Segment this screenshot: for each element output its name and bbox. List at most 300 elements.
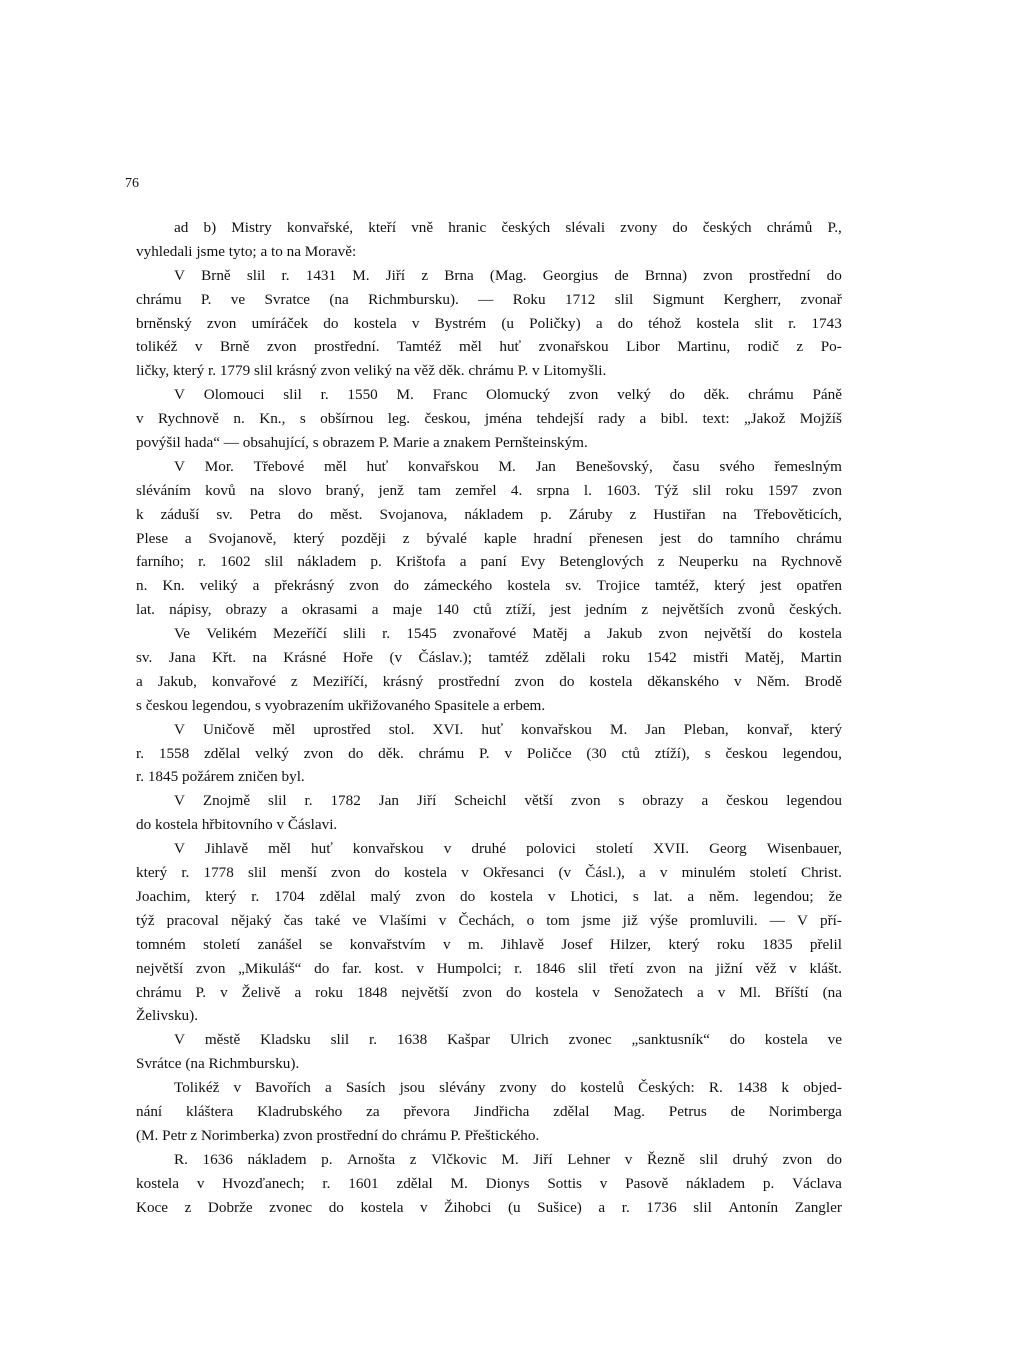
word: zvon (514, 672, 545, 690)
word: největších (662, 601, 724, 619)
word: (na (329, 290, 349, 308)
word: Petrus (668, 1102, 707, 1120)
word: 1782 (330, 792, 361, 810)
word: r. (788, 314, 797, 332)
word: r. (368, 1031, 378, 1049)
word: prostřední. (314, 338, 380, 356)
word: slil (254, 362, 277, 380)
word: V (174, 266, 185, 284)
word: kostela (154, 816, 202, 834)
word: Přeštického. (464, 1126, 540, 1144)
word: Wisenbauer, (766, 840, 842, 858)
word: Rychnově (158, 410, 219, 428)
word: hada“ (184, 434, 224, 452)
word: legendou (786, 792, 842, 810)
text-line (136, 1196, 842, 1220)
word: 1743 (811, 314, 842, 332)
word: chrámu (136, 983, 182, 1001)
word: slil (330, 1031, 350, 1049)
word: Zangler (794, 1198, 842, 1216)
word: braný, (325, 481, 365, 499)
word: b) (203, 219, 217, 236)
word: větší (524, 792, 554, 810)
word: 1736 (646, 1198, 677, 1216)
word: Libor (626, 338, 660, 356)
word: řemeslným (774, 457, 842, 475)
word: M. (352, 266, 370, 284)
word: Matěj (532, 625, 568, 643)
word: Spasitele (434, 696, 493, 714)
page-number: 76 (125, 176, 139, 191)
word: M. (498, 457, 516, 475)
body-text (136, 216, 842, 1219)
word: Vlašími (378, 911, 427, 929)
word: na (249, 481, 265, 499)
word: Páně (812, 386, 842, 404)
word: Želivsku). (136, 1007, 199, 1025)
word: do (374, 864, 390, 882)
word: ctů (473, 601, 492, 619)
text-line (136, 527, 842, 551)
word: (v (389, 649, 403, 667)
word: erbem. (503, 696, 546, 714)
word: (v (558, 864, 572, 882)
text-line (136, 765, 842, 789)
word: objed- (803, 1079, 842, 1097)
word: do (550, 1079, 567, 1097)
word: zámeckého (423, 577, 493, 595)
word: 1848 (357, 983, 388, 1001)
word: Humpolci; (436, 959, 502, 977)
word: mistři (693, 649, 729, 667)
word: v (276, 816, 288, 834)
word: — (478, 290, 494, 308)
word: který (136, 864, 168, 882)
word: Václava (792, 1174, 842, 1192)
word: huť (499, 338, 522, 356)
word: chrámů (766, 219, 813, 236)
word: Jakub (606, 625, 643, 643)
word: znakem (443, 434, 495, 452)
word: zdělal (204, 744, 241, 762)
word: ztíží, (505, 601, 536, 619)
word: třetí (609, 959, 634, 977)
word: (u (507, 1198, 521, 1216)
word: r. (208, 362, 220, 380)
word: M. (609, 720, 628, 738)
word: jsme (196, 242, 229, 260)
word: bibl. (660, 410, 689, 428)
word: něm. (708, 887, 739, 905)
word: zvon (703, 266, 733, 284)
word: Svojanově, (208, 529, 277, 547)
word: kovů (205, 481, 236, 499)
word: 1704 (274, 887, 305, 905)
word: R. (174, 1150, 188, 1168)
word: nápisy, (169, 601, 212, 619)
word: tam (418, 481, 441, 499)
word: Tamtéž (397, 338, 442, 356)
word: do (506, 983, 522, 1001)
word: P., (827, 219, 842, 236)
text-line (136, 694, 842, 718)
text-line (136, 742, 842, 766)
word: do (729, 1031, 745, 1049)
text-line (136, 598, 842, 622)
word: Olomouci (203, 386, 265, 404)
word: M. (396, 386, 414, 404)
word: požárem (182, 768, 239, 786)
word: de (730, 1102, 745, 1120)
word: chrámu (418, 744, 465, 762)
word: kláštera (186, 1102, 234, 1120)
word: p. (540, 505, 552, 523)
word: obrazem (322, 434, 379, 452)
word: z (796, 338, 804, 356)
word: V (174, 720, 185, 738)
word: zvonů (737, 601, 776, 619)
word: 1558 (158, 744, 190, 762)
word: a (687, 887, 695, 905)
word: Martin (800, 649, 842, 667)
word: legendou, (191, 696, 255, 714)
word: na (395, 362, 414, 380)
word: V (174, 1031, 185, 1049)
word: věž (755, 959, 777, 977)
text-line (136, 837, 842, 861)
word: Jiří (533, 1150, 553, 1168)
word: velký (255, 744, 289, 762)
word: Lhotici, (570, 887, 618, 905)
word: Poličce (526, 744, 572, 762)
word: 4. (510, 481, 523, 499)
word: Pernšteinským. (494, 434, 588, 452)
word: Po- (820, 338, 842, 356)
word: děkanského (647, 672, 720, 690)
word: že (828, 887, 842, 905)
text-line (136, 1124, 842, 1148)
word: slil (268, 792, 287, 810)
word: do (381, 1126, 401, 1144)
word: 1603. (606, 481, 641, 499)
word: Krištofa (395, 553, 446, 571)
word: sv. (216, 505, 233, 523)
word: děk. (378, 744, 404, 762)
word: P. (517, 362, 533, 380)
word: hranic (448, 219, 487, 236)
word: sv. (565, 577, 582, 595)
word: Benešovský, (575, 457, 653, 475)
word: M. (501, 1150, 519, 1168)
word: V (174, 840, 185, 858)
word: Senožatech (613, 983, 684, 1001)
word: do (460, 887, 476, 905)
word: 1778 (203, 864, 234, 882)
word: kostela (764, 1031, 808, 1049)
word: Josef (561, 935, 593, 953)
word: (Mag. (489, 266, 527, 284)
word: malý (370, 887, 401, 905)
text-line (136, 885, 842, 909)
word: v (624, 1150, 633, 1168)
text-line (136, 359, 842, 383)
word: Hvozďanech; (222, 1174, 305, 1192)
word: chrámu (796, 529, 842, 547)
word: konvařstvím (349, 935, 426, 953)
word: děk. (438, 362, 469, 380)
word: l. (583, 481, 592, 499)
word: později (341, 529, 386, 547)
word: Čechách, (458, 911, 515, 929)
word: a (598, 1198, 606, 1216)
word: ve (230, 290, 246, 308)
word: a (492, 696, 504, 714)
word: Marie (392, 434, 433, 452)
word: 1636 (202, 1150, 233, 1168)
word: lat. (136, 601, 155, 619)
word: Čáslav.); (418, 649, 472, 667)
word: a (432, 434, 444, 452)
word: Rychnově (780, 553, 842, 571)
word: Čáslavi. (287, 816, 338, 834)
word: českých. (789, 601, 842, 619)
word: druhý (732, 1150, 769, 1168)
word: Pleban, (683, 720, 729, 738)
word: Evy (520, 553, 546, 571)
word: prostřední (748, 266, 811, 284)
word: ukřižovaného (347, 696, 435, 714)
word: Mor. (204, 457, 234, 475)
word: zvon (571, 792, 601, 810)
word: v (659, 864, 668, 882)
word: Mezeříčí (273, 625, 327, 643)
word: velký (617, 386, 651, 404)
text-line (136, 1076, 842, 1100)
word: m. (467, 935, 484, 953)
word: Znojmě (202, 792, 251, 810)
word: zvony (499, 1079, 537, 1097)
word: XVII. (653, 840, 689, 858)
word: Betenglových (559, 553, 644, 571)
word: kostela (696, 314, 740, 332)
word: byl. (281, 768, 305, 786)
word: Trojice (596, 577, 640, 595)
word: pracoval (166, 911, 219, 929)
word: přenesen (589, 529, 644, 547)
word: k (781, 1079, 789, 1097)
word: r. (322, 1174, 331, 1192)
word: na (688, 959, 704, 977)
word: 1597 (767, 481, 799, 499)
word: nákladem (247, 1150, 307, 1168)
word: do (672, 219, 688, 236)
word: z (409, 1150, 417, 1168)
word: Sasích (345, 1079, 386, 1097)
word: Kn. (162, 577, 185, 595)
word: roku (725, 481, 754, 499)
word: n. (233, 410, 245, 428)
word: tom (546, 911, 570, 929)
word: v (532, 362, 544, 380)
word: Třebověticích, (753, 505, 842, 523)
word: kteří (368, 219, 397, 236)
word: huť (311, 840, 333, 858)
word: srpna (536, 481, 570, 499)
word: měl (459, 338, 482, 356)
text-line (136, 550, 842, 574)
word: Křt. (212, 649, 237, 667)
text-line (136, 789, 842, 813)
word: rodič (747, 338, 779, 356)
word: týž (136, 911, 155, 929)
word: svého (719, 457, 755, 475)
word: do (314, 959, 330, 977)
word: Dionys (485, 1174, 530, 1192)
word: městě (204, 1031, 241, 1049)
word: huť (481, 720, 503, 738)
word: konvařskou (352, 840, 424, 858)
word: Poličky) (529, 314, 581, 332)
word: Pasově (625, 1174, 669, 1192)
word: r. (320, 386, 329, 404)
word: Českých: (638, 1079, 695, 1097)
word: v (461, 864, 469, 882)
text-line (136, 240, 842, 264)
word: z (641, 601, 649, 619)
word: tyto; (228, 242, 261, 260)
word: Mojžíš (799, 410, 842, 428)
word: Uničově (203, 720, 255, 738)
text-line (136, 407, 842, 431)
word: zdělali (545, 649, 586, 667)
word: tamtéž, (654, 577, 700, 595)
word: a (371, 601, 379, 619)
word: zanášel (257, 935, 303, 953)
word: českou (145, 696, 192, 714)
text-line (136, 1100, 842, 1124)
word: Něm. (756, 672, 790, 690)
word: 1601 (348, 1174, 379, 1192)
word: českých (702, 219, 752, 236)
text-line (136, 1172, 842, 1196)
word: slil (283, 386, 302, 404)
word: století (203, 935, 241, 953)
word: Ve (174, 625, 191, 643)
word: konvař, (746, 720, 793, 738)
word: zvony (620, 219, 658, 236)
word: Scheichl (454, 792, 507, 810)
word: R. (708, 1079, 723, 1097)
word: Kn., (259, 410, 286, 428)
word: v (599, 1174, 608, 1192)
word: konvařské, (286, 219, 354, 236)
word: p. (321, 1150, 333, 1168)
word: Norimberka) (200, 1126, 284, 1144)
word: jest (659, 529, 681, 547)
word: v (411, 314, 420, 332)
word: uprostřed (313, 720, 371, 738)
word: slit (754, 314, 774, 332)
word: Velikém (206, 625, 257, 643)
word: a (294, 983, 302, 1001)
word: Jihlavě (205, 840, 249, 858)
word: 1438 (736, 1079, 768, 1097)
word: Ulrich (509, 1031, 549, 1049)
word: slil (693, 1198, 712, 1216)
word: P. (378, 434, 393, 452)
text-line (136, 646, 842, 670)
word: století (749, 864, 787, 882)
word: „sanktusník“ (631, 1031, 710, 1049)
word: převora (403, 1102, 450, 1120)
word: 1846 (534, 959, 566, 977)
word: promluvili. (689, 911, 758, 929)
word: kostela (507, 577, 551, 595)
word: do (559, 672, 575, 690)
word: de (614, 266, 629, 284)
word: zvon (349, 577, 379, 595)
word: a (184, 529, 192, 547)
word: již (622, 911, 638, 929)
word: do (297, 505, 314, 523)
word: Richmbursku). (368, 290, 459, 308)
word: do (136, 816, 155, 834)
word: českou, (424, 410, 471, 428)
word: (na (822, 983, 842, 1001)
word: obšírnou (320, 410, 374, 428)
word: Bavořích (255, 1079, 311, 1097)
word: jedním (585, 601, 628, 619)
word: ctů (621, 744, 641, 762)
word: konvařskou (407, 457, 479, 475)
word: Želivě (241, 983, 281, 1001)
word: a (281, 601, 288, 619)
word: maje (392, 601, 423, 619)
word: největší (704, 625, 752, 643)
word: farního; (136, 553, 185, 571)
word: nákladem (297, 553, 357, 571)
word: Kladrubského (257, 1102, 343, 1120)
word: zvonař (800, 290, 842, 308)
word: nákladem (686, 1174, 746, 1192)
word: P. (200, 290, 212, 308)
word: „Jakož (744, 410, 786, 428)
word: Petra (249, 505, 281, 523)
word: klášt. (809, 959, 842, 977)
word: slil (246, 266, 266, 284)
word: slévali (565, 219, 606, 236)
word: za (366, 1102, 380, 1120)
word: P. (479, 744, 490, 762)
word: (30 (586, 744, 607, 762)
text-line (136, 455, 842, 479)
word: druhé (471, 840, 506, 858)
word: v (504, 744, 513, 762)
word: obrazy (225, 601, 267, 619)
word: tamtéž (488, 649, 529, 667)
word: slil (614, 290, 634, 308)
word: slévány (439, 1079, 486, 1097)
word: v (438, 911, 447, 929)
word: prostřední (438, 672, 500, 690)
word: Čásl.), (585, 864, 625, 882)
word: Mistry (231, 219, 272, 236)
word: konvařové (211, 672, 276, 690)
word: okrasami (301, 601, 358, 619)
word: slovo (278, 481, 312, 499)
text-line (136, 431, 842, 455)
word: (u (501, 314, 514, 332)
